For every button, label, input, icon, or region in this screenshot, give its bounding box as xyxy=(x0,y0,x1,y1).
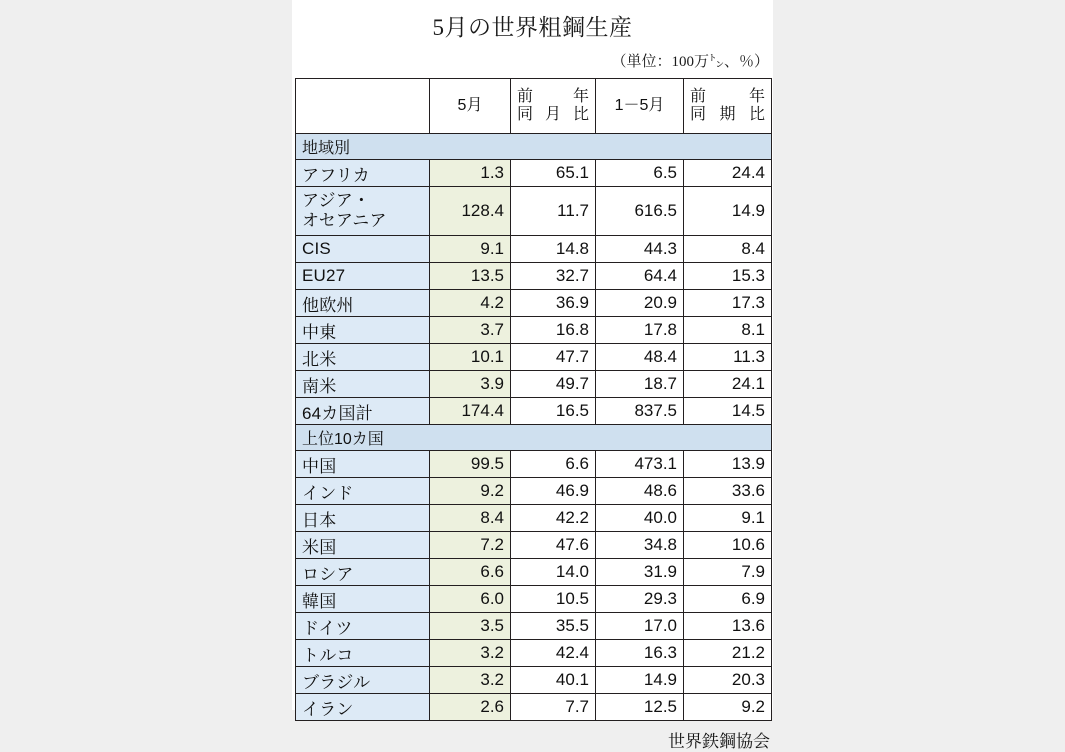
row-label: 中国 xyxy=(296,451,430,478)
table-row xyxy=(296,236,772,263)
column-header-yoy-month-line2: 同月比 xyxy=(517,106,589,123)
table-row xyxy=(296,344,772,371)
cell-jan-may: 473.1 xyxy=(596,451,684,478)
row-label: 他欧州 xyxy=(296,290,430,317)
section-header-row xyxy=(296,425,772,451)
column-header-yoy-period-line1: 前 年 xyxy=(690,88,765,106)
cell-jan-may: 48.6 xyxy=(596,478,684,505)
table-row xyxy=(296,317,772,344)
cell-yoy-month: 10.5 xyxy=(511,586,596,613)
section-header-label: 上位10カ国 xyxy=(296,425,772,451)
cell-may: 128.4 xyxy=(430,187,511,236)
cell-may: 4.2 xyxy=(430,290,511,317)
cell-yoy-period: 14.9 xyxy=(684,187,772,236)
row-label: 韓国 xyxy=(296,586,430,613)
cell-yoy-month: 42.2 xyxy=(511,505,596,532)
cell-yoy-month: 36.9 xyxy=(511,290,596,317)
cell-may: 10.1 xyxy=(430,344,511,371)
cell-may: 13.5 xyxy=(430,263,511,290)
cell-may: 3.2 xyxy=(430,640,511,667)
column-header-yoy-month xyxy=(511,79,596,134)
cell-yoy-period: 8.4 xyxy=(684,236,772,263)
table-row xyxy=(296,532,772,559)
cell-jan-may: 17.0 xyxy=(596,613,684,640)
cell-jan-may: 29.3 xyxy=(596,586,684,613)
row-label xyxy=(296,187,430,236)
cell-may: 3.2 xyxy=(430,667,511,694)
cell-jan-may: 20.9 xyxy=(596,290,684,317)
row-label-line1: アジア・ xyxy=(302,191,371,211)
section-header-label: 地域別 xyxy=(296,134,772,160)
cell-yoy-period: 13.6 xyxy=(684,613,772,640)
cell-yoy-period: 24.4 xyxy=(684,160,772,187)
cell-jan-may: 6.5 xyxy=(596,160,684,187)
cell-yoy-month: 40.1 xyxy=(511,667,596,694)
cell-yoy-period: 10.6 xyxy=(684,532,772,559)
table-row xyxy=(296,478,772,505)
cell-may: 7.2 xyxy=(430,532,511,559)
cell-may: 9.1 xyxy=(430,236,511,263)
section-header-row xyxy=(296,134,772,160)
cell-yoy-period: 14.5 xyxy=(684,398,772,425)
table-row xyxy=(296,451,772,478)
cell-yoy-month: 47.7 xyxy=(511,344,596,371)
row-label: ブラジル xyxy=(296,667,430,694)
page-title: 5月の世界粗鋼生産 xyxy=(432,15,633,40)
table-row xyxy=(296,667,772,694)
cell-yoy-month: 65.1 xyxy=(511,160,596,187)
cell-yoy-month: 49.7 xyxy=(511,371,596,398)
table-row xyxy=(296,263,772,290)
cell-yoy-month: 35.5 xyxy=(511,613,596,640)
cell-may: 9.2 xyxy=(430,478,511,505)
cell-may: 2.6 xyxy=(430,694,511,721)
column-header-may: 5月 xyxy=(430,79,511,134)
column-header-yoy-period xyxy=(684,79,772,134)
cell-yoy-month: 42.4 xyxy=(511,640,596,667)
table-row xyxy=(296,505,772,532)
cell-yoy-period: 15.3 xyxy=(684,263,772,290)
column-header-yoy-month-line1: 前 年 xyxy=(517,88,589,106)
row-label-line2: オセアニア xyxy=(302,211,387,230)
cell-jan-may: 837.5 xyxy=(596,398,684,425)
row-label: 北米 xyxy=(296,344,430,371)
row-label: ドイツ xyxy=(296,613,430,640)
row-label: 南米 xyxy=(296,371,430,398)
cell-jan-may: 64.4 xyxy=(596,263,684,290)
cell-may: 8.4 xyxy=(430,505,511,532)
unit-note: （単位：100万㌧、％） xyxy=(611,54,769,70)
table-row xyxy=(296,371,772,398)
table-sheet xyxy=(292,0,773,751)
cell-may: 1.3 xyxy=(430,160,511,187)
cell-jan-may: 34.8 xyxy=(596,532,684,559)
cell-yoy-month: 7.7 xyxy=(511,694,596,721)
table-row xyxy=(296,586,772,613)
column-header-blank xyxy=(296,79,430,134)
row-label: アフリカ xyxy=(296,160,430,187)
cell-yoy-month: 16.5 xyxy=(511,398,596,425)
row-label: 日本 xyxy=(296,505,430,532)
table-body xyxy=(296,134,772,721)
cell-yoy-period: 21.2 xyxy=(684,640,772,667)
table-row xyxy=(296,290,772,317)
cell-jan-may: 16.3 xyxy=(596,640,684,667)
cell-jan-may: 31.9 xyxy=(596,559,684,586)
cell-yoy-month: 46.9 xyxy=(511,478,596,505)
row-label: 64カ国計 xyxy=(296,398,430,425)
cell-yoy-month: 11.7 xyxy=(511,187,596,236)
row-label: EU27 xyxy=(296,263,430,290)
cell-jan-may: 44.3 xyxy=(596,236,684,263)
cell-yoy-period: 20.3 xyxy=(684,667,772,694)
cell-yoy-month: 6.6 xyxy=(511,451,596,478)
table-row xyxy=(296,694,772,721)
table-row xyxy=(296,613,772,640)
row-label: ロシア xyxy=(296,559,430,586)
row-label: イラン xyxy=(296,694,430,721)
cell-yoy-period: 24.1 xyxy=(684,371,772,398)
cell-yoy-month: 16.8 xyxy=(511,317,596,344)
cell-may: 3.9 xyxy=(430,371,511,398)
cell-yoy-month: 14.0 xyxy=(511,559,596,586)
cell-yoy-period: 9.1 xyxy=(684,505,772,532)
cell-yoy-month: 32.7 xyxy=(511,263,596,290)
cell-jan-may: 14.9 xyxy=(596,667,684,694)
table-row xyxy=(296,640,772,667)
row-label: トルコ xyxy=(296,640,430,667)
cell-jan-may: 12.5 xyxy=(596,694,684,721)
cell-yoy-period: 6.9 xyxy=(684,586,772,613)
cell-yoy-period: 7.9 xyxy=(684,559,772,586)
table-row xyxy=(296,398,772,425)
cell-yoy-period: 33.6 xyxy=(684,478,772,505)
cell-may: 174.4 xyxy=(430,398,511,425)
table-header-row xyxy=(296,79,772,134)
cell-may: 3.7 xyxy=(430,317,511,344)
row-label: 米国 xyxy=(296,532,430,559)
row-label: CIS xyxy=(296,236,430,263)
cell-yoy-period: 11.3 xyxy=(684,344,772,371)
cell-yoy-period: 13.9 xyxy=(684,451,772,478)
cell-yoy-month: 14.8 xyxy=(511,236,596,263)
cell-jan-may: 17.8 xyxy=(596,317,684,344)
cell-may: 6.6 xyxy=(430,559,511,586)
cell-jan-may: 616.5 xyxy=(596,187,684,236)
cell-yoy-period: 17.3 xyxy=(684,290,772,317)
cell-yoy-month: 47.6 xyxy=(511,532,596,559)
cell-jan-may: 48.4 xyxy=(596,344,684,371)
table-row xyxy=(296,559,772,586)
table-row xyxy=(296,187,772,236)
source-credit: 世界鉄鋼協会 xyxy=(668,732,770,751)
cell-yoy-period: 9.2 xyxy=(684,694,772,721)
steel-production-table xyxy=(295,78,772,721)
cell-jan-may: 18.7 xyxy=(596,371,684,398)
column-header-jan-may: 1－5月 xyxy=(596,79,684,134)
row-label: インド xyxy=(296,478,430,505)
column-header-yoy-period-line2: 同期比 xyxy=(690,106,765,123)
cell-jan-may: 40.0 xyxy=(596,505,684,532)
row-label: 中東 xyxy=(296,317,430,344)
cell-yoy-period: 8.1 xyxy=(684,317,772,344)
cell-may: 3.5 xyxy=(430,613,511,640)
cell-may: 99.5 xyxy=(430,451,511,478)
table-row xyxy=(296,160,772,187)
cell-may: 6.0 xyxy=(430,586,511,613)
